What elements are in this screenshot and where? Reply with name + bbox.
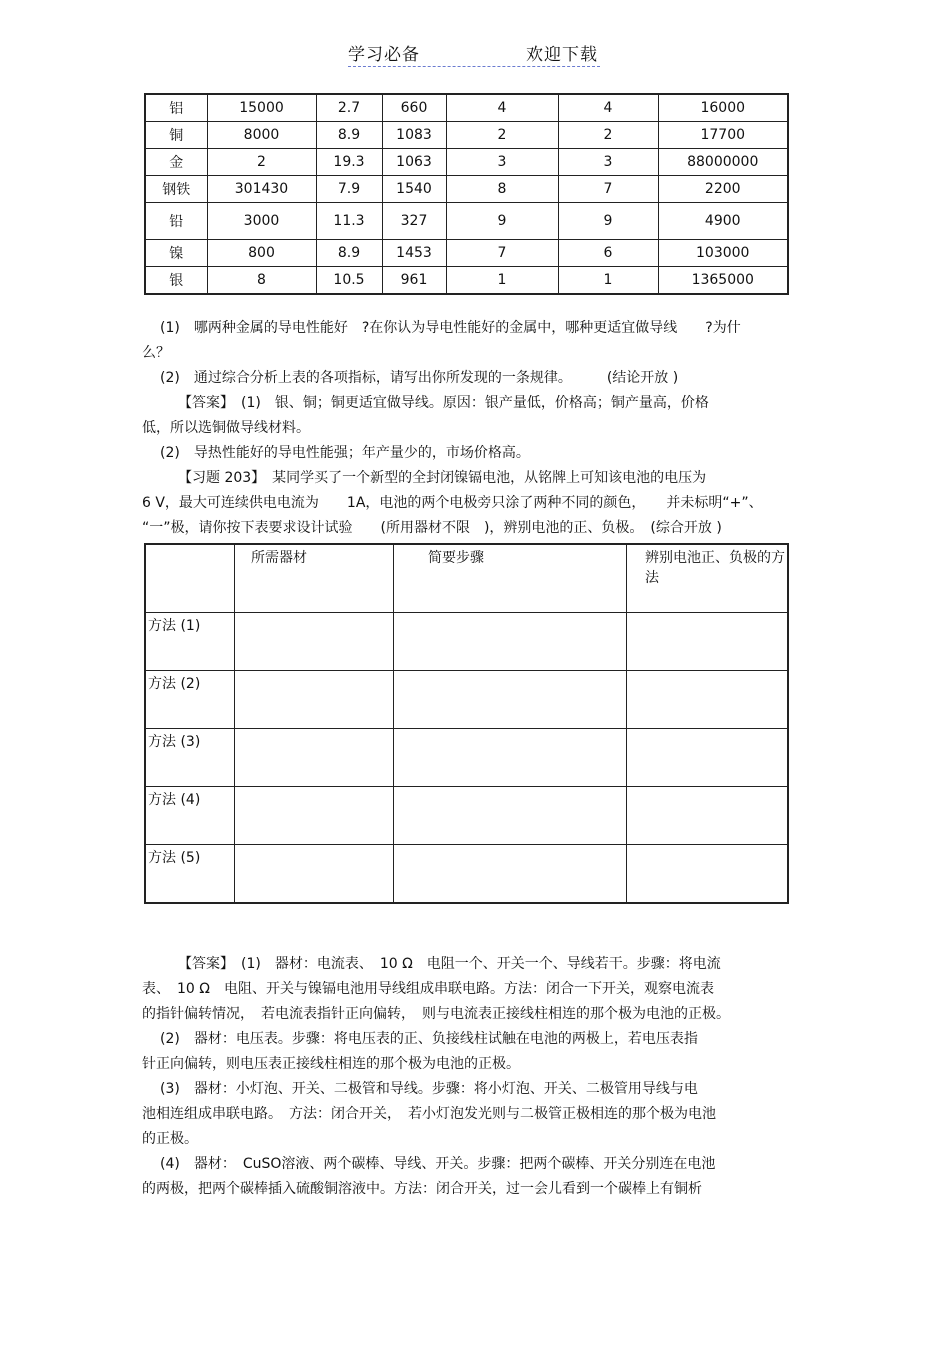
table-cell: 铝 (145, 94, 207, 122)
table-cell: 88000000 (658, 149, 788, 176)
answer-line: 针正向偏转，则电压表正接线柱相连的那个极为电池的正极。 (142, 1056, 520, 1072)
table-cell: 19.3 (316, 149, 382, 176)
table-row (145, 671, 788, 729)
table-row (145, 729, 788, 787)
exercise-203-line-2: 6 V，最大可连续供电电流为 1A，电池的两个电极旁只涂了两种不同的颜色， 并未标明“+”、 (142, 495, 763, 511)
table-row (145, 94, 788, 122)
table-cell: 1453 (382, 240, 446, 267)
table-cell: 800 (207, 240, 316, 267)
table-cell: 10.5 (316, 267, 382, 295)
table-cell (627, 787, 789, 845)
table-cell: 7 (446, 240, 558, 267)
table-header-cell (145, 544, 235, 613)
answer-line: 表、 10 Ω 电阻、开关与镍镉电池用导线组成串联电路。方法：闭合一下开关，观察电流表 (142, 981, 714, 997)
answer-line: (3) 器材：小灯泡、开关、二极管和导线。步骤：将小灯泡、开关、二极管用导线与电 (160, 1081, 698, 1097)
table-row (145, 122, 788, 149)
table-row (145, 267, 788, 295)
method-label: 方法 (2) (145, 671, 235, 729)
table-cell: 3 (558, 149, 658, 176)
table-cell: 1 (558, 267, 658, 295)
answer-line: 池相连组成串联电路。 方法：闭合开关， 若小灯泡发光则与二极管正极相连的那个极为电池 (142, 1106, 716, 1122)
answer-2: (2) 导热性能好的导电性能强；年产量少的，市场价格高。 (160, 445, 530, 461)
question-2: (2) 通过综合分析上表的各项指标，请写出你所发现的一条规律。 (结论开放 ) (160, 370, 679, 386)
table-header-cell: 简要步骤 (394, 544, 627, 613)
table-cell: 金 (145, 149, 207, 176)
table-cell: 8 (446, 176, 558, 203)
table-cell: 2 (207, 149, 316, 176)
table-cell (235, 729, 394, 787)
table-cell (627, 613, 789, 671)
questions-section (142, 316, 814, 541)
table-cell: 660 (382, 94, 446, 122)
table-cell: 2200 (658, 176, 788, 203)
table-row (145, 176, 788, 203)
table-cell: 3000 (207, 203, 316, 240)
table-cell: 铅 (145, 203, 207, 240)
table-cell: 8.9 (316, 122, 382, 149)
table-cell (627, 671, 789, 729)
table-cell: 8.9 (316, 240, 382, 267)
table-cell: 1083 (382, 122, 446, 149)
table-cell (235, 845, 394, 904)
table-cell: 1540 (382, 176, 446, 203)
table-cell: 镍 (145, 240, 207, 267)
table-cell: 1365000 (658, 267, 788, 295)
method-label: 方法 (3) (145, 729, 235, 787)
table-cell: 4 (446, 94, 558, 122)
table-cell (235, 671, 394, 729)
table-cell: 3 (446, 149, 558, 176)
table-cell: 7.9 (316, 176, 382, 203)
method-label: 方法 (5) (145, 845, 235, 904)
table-row (145, 203, 788, 240)
table-cell: 103000 (658, 240, 788, 267)
experiment-design-table (144, 543, 789, 904)
table-cell: 铜 (145, 122, 207, 149)
table-cell: 9 (446, 203, 558, 240)
table-header-cell: 所需器材 (235, 544, 394, 613)
table-cell: 8000 (207, 122, 316, 149)
table-cell (235, 613, 394, 671)
answer-section (142, 952, 814, 1202)
table-cell (627, 845, 789, 904)
answer-1-line-1: 【答案】 (1) 银、铜；铜更适宜做导线。原因：银产量低，价格高；铜产量高，价格 (178, 395, 709, 411)
answer-line: (4) 器材： CuSO溶液、两个碳棒、导线、开关。步骤：把两个碳棒、开关分别连在电池 (160, 1156, 716, 1172)
table-cell: 11.3 (316, 203, 382, 240)
metal-properties-table (144, 93, 789, 295)
table-row (145, 613, 788, 671)
header-left-text: 学习必备 (348, 45, 420, 65)
answer-line: 【答案】 (1) 器材：电流表、 10 Ω 电阻一个、开关一个、导线若干。步骤：将电流 (178, 956, 721, 972)
table-cell: 327 (382, 203, 446, 240)
table-cell: 1063 (382, 149, 446, 176)
method-label: 方法 (4) (145, 787, 235, 845)
table-cell: 9 (558, 203, 658, 240)
table-cell: 8 (207, 267, 316, 295)
header-right-text: 欢迎下载 (526, 45, 598, 65)
table-cell: 银 (145, 267, 207, 295)
table-cell: 7 (558, 176, 658, 203)
table-cell: 2 (446, 122, 558, 149)
question-1-line-2: 么？ (142, 345, 170, 361)
table-cell (394, 845, 627, 904)
table-header-row (145, 544, 788, 613)
table-cell: 1 (446, 267, 558, 295)
table-row (145, 845, 788, 904)
exercise-203-line-3: “一”极，请你按下表要求设计试验 (所用器材不限 )，辨别电池的正、负极。 (综合开放 ) (142, 520, 722, 536)
table-row (145, 149, 788, 176)
table-cell: 4900 (658, 203, 788, 240)
table-cell (394, 613, 627, 671)
answer-line: (2) 器材：电压表。步骤：将电压表的正、负接线柱试触在电池的两极上，若电压表指 (160, 1031, 698, 1047)
table-cell: 钢铁 (145, 176, 207, 203)
table-cell: 961 (382, 267, 446, 295)
table-cell (627, 729, 789, 787)
question-1-line-1: (1) 哪两种金属的导电性能好 ?在你认为导电性能好的金属中，哪种更适宜做导线 ?为什 (160, 320, 741, 336)
answer-line: 的正极。 (142, 1131, 198, 1147)
answer-line: 的两极，把两个碳棒插入硫酸铜溶液中。方法：闭合开关，过一会儿看到一个碳棒上有铜析 (142, 1181, 702, 1197)
table-cell: 15000 (207, 94, 316, 122)
exercise-203-line-1: 【习题 203】 某同学买了一个新型的全封闭镍镉电池，从铭牌上可知该电池的电压为 (178, 470, 707, 486)
table-cell: 17700 (658, 122, 788, 149)
table-row (145, 240, 788, 267)
table-header-cell: 辨别电池正、负极的方法 (627, 544, 789, 613)
page-header (348, 40, 600, 67)
table-cell: 6 (558, 240, 658, 267)
table-cell: 16000 (658, 94, 788, 122)
table-row (145, 787, 788, 845)
table-cell: 2 (558, 122, 658, 149)
table-cell: 301430 (207, 176, 316, 203)
table-cell (394, 787, 627, 845)
answer-1-line-2: 低，所以选铜做导线材料。 (142, 420, 310, 436)
table-cell (394, 729, 627, 787)
method-label: 方法 (1) (145, 613, 235, 671)
table-cell (394, 671, 627, 729)
answer-line: 的指针偏转情况， 若电流表指针正向偏转， 则与电流表正接线柱相连的那个极为电池的正极。 (142, 1006, 730, 1022)
table-cell: 2.7 (316, 94, 382, 122)
table-cell (235, 787, 394, 845)
table-cell: 4 (558, 94, 658, 122)
